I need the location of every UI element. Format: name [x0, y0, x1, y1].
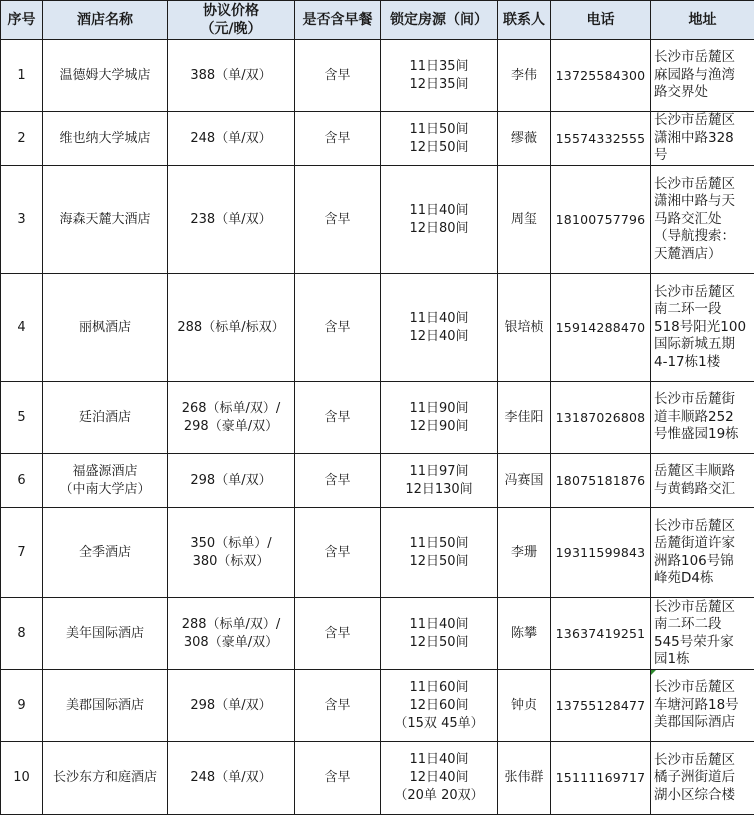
hotel-name-line: 廷泊酒店: [78, 409, 131, 425]
cell-rooms: [381, 508, 498, 598]
hotel-name-line: （中南大学店）: [59, 481, 151, 497]
address-line: 峰苑D4栋: [654, 570, 714, 586]
cell-price: [168, 40, 295, 112]
rooms-line: 11日40间: [409, 202, 469, 218]
header-rooms: 锁定房源（间）: [381, 1, 498, 40]
address-line: 潇湘中路328: [654, 129, 734, 146]
table-row: [1, 166, 754, 274]
address-line: 美郡国际酒店: [654, 714, 735, 731]
cell-contact: 银培桢: [498, 274, 551, 382]
address-line: 长沙市岳麓区: [654, 751, 735, 768]
cell-contact: 冯赛国: [498, 454, 551, 508]
cell-rooms: [381, 40, 498, 112]
table-row: [1, 454, 754, 508]
cell-price: [168, 382, 295, 454]
rooms-line: 11日40间: [409, 752, 469, 767]
table-row: [1, 382, 754, 454]
rooms-line: 11日60间: [409, 679, 469, 695]
rooms-line: 11日90间: [409, 400, 469, 416]
table-row: [1, 274, 754, 382]
price-line: 288（标单/标双）: [177, 319, 285, 335]
cell-address: [651, 166, 754, 274]
cell-hotel-name: [43, 166, 168, 274]
header-price-line1: 协议价格: [203, 3, 259, 19]
cell-price: [168, 598, 295, 670]
address-line: 4-17栋1楼: [654, 353, 721, 370]
address-line: 长沙市岳麓区: [654, 598, 735, 615]
comment-marker-icon: [651, 670, 656, 675]
cell-hotel-name: [43, 670, 168, 742]
price-line: 388（单/双）: [190, 67, 272, 83]
cell-contact: 李珊: [498, 508, 551, 598]
cell-phone: 18100757796: [551, 166, 651, 274]
price-line: 248（单/双）: [190, 130, 272, 146]
cell-contact: 张伟群: [498, 742, 551, 815]
hotel-name-line: 维也纳大学城店: [59, 130, 151, 146]
rooms-line: 12日50间: [409, 634, 469, 650]
cell-phone: 15574332555: [551, 112, 651, 166]
cell-hotel-name: [43, 598, 168, 670]
cell-index: 8: [1, 598, 43, 670]
cell-hotel-name: [43, 112, 168, 166]
rooms-line: 11日97间: [409, 463, 469, 479]
cell-index: 3: [1, 166, 43, 274]
rooms-line: （15双 45单）: [394, 715, 484, 731]
address-line: 道丰顺路252: [654, 408, 734, 425]
cell-rooms: [381, 274, 498, 382]
cell-price: [168, 454, 295, 508]
cell-breakfast: 含早: [295, 112, 381, 166]
cell-rooms: [381, 670, 498, 742]
cell-phone: 15914288470: [551, 274, 651, 382]
cell-index: 5: [1, 382, 43, 454]
cell-rooms: [381, 166, 498, 274]
rooms-line: 11日35间: [409, 58, 469, 74]
cell-hotel-name: [43, 742, 168, 815]
cell-breakfast: 含早: [295, 742, 381, 815]
address-line: 路交界处: [654, 84, 708, 101]
rooms-line: 11日40间: [409, 616, 469, 632]
rooms-line: 12日80间: [409, 220, 469, 236]
cell-price: [168, 112, 295, 166]
header-hotel-name: 酒店名称: [43, 1, 168, 40]
rooms-line: 12日130间: [405, 481, 473, 497]
address-line: 南二环二段: [654, 616, 722, 632]
cell-contact: 陈攀: [498, 598, 551, 670]
rooms-line: 12日50间: [409, 553, 469, 569]
cell-rooms: [381, 112, 498, 166]
cell-rooms: [381, 382, 498, 454]
cell-breakfast: 含早: [295, 508, 381, 598]
cell-index: 6: [1, 454, 43, 508]
table-row: [1, 508, 754, 598]
cell-phone: 19311599843: [551, 508, 651, 598]
price-line: 298（单/双）: [190, 697, 272, 713]
rooms-line: 12日35间: [409, 76, 469, 92]
address-line: 545号荣升家: [654, 633, 734, 650]
cell-index: 7: [1, 508, 43, 598]
cell-address: [651, 454, 754, 508]
address-line: 洲路106号锦: [654, 552, 734, 569]
address-line: 长沙市岳麓区: [654, 49, 735, 66]
cell-address: [651, 382, 754, 454]
address-line: 国际新城五期: [654, 336, 735, 353]
cell-hotel-name: [43, 40, 168, 112]
table-row: [1, 112, 754, 166]
address-line: 岳麓区丰顺路: [654, 463, 735, 479]
table-row: [1, 598, 754, 670]
cell-contact: 李伟: [498, 40, 551, 112]
address-line: 长沙市岳麓区: [654, 283, 735, 300]
address-line: 长沙市岳麓区: [654, 112, 735, 129]
cell-index: 9: [1, 670, 43, 742]
cell-address: [651, 670, 754, 742]
cell-breakfast: 含早: [295, 166, 381, 274]
address-line: 长沙市岳麓区: [654, 679, 735, 696]
header-row: [1, 1, 754, 40]
cell-rooms: [381, 454, 498, 508]
cell-index: 10: [1, 742, 43, 815]
cell-contact: 钟贞: [498, 670, 551, 742]
address-line: （导航搜索：: [654, 228, 735, 245]
cell-hotel-name: [43, 274, 168, 382]
address-line: 长沙市岳麓街: [654, 391, 735, 408]
address-line: 车塘河路18号: [654, 696, 739, 713]
address-line: 长沙市岳麓区: [654, 517, 735, 534]
address-line: 与黄鹤路交汇: [654, 480, 735, 497]
address-line: 长沙市岳麓区: [654, 175, 735, 192]
address-line: 518号阳光100: [654, 318, 747, 335]
cell-breakfast: 含早: [295, 382, 381, 454]
rooms-line: 12日40间: [409, 770, 469, 785]
rooms-line: 12日60间: [409, 697, 469, 713]
cell-contact: 李佳阳: [498, 382, 551, 454]
cell-breakfast: 含早: [295, 40, 381, 112]
table-row: [1, 742, 754, 815]
cell-rooms: [381, 598, 498, 670]
header-breakfast: 是否含早餐: [295, 1, 381, 40]
cell-address: [651, 742, 754, 815]
cell-address: [651, 40, 754, 112]
address-line: 橘子洲街道后: [654, 769, 735, 786]
hotel-name-line: 长沙东方和庭酒店: [52, 770, 157, 785]
cell-price: [168, 166, 295, 274]
table-row: [1, 40, 754, 112]
cell-breakfast: 含早: [295, 598, 381, 670]
table-row: [1, 670, 754, 742]
cell-address: [651, 112, 754, 166]
cell-phone: 13755128477: [551, 670, 651, 742]
address-line: 马路交汇处: [654, 210, 722, 227]
header-contact: 联系人: [498, 1, 551, 40]
header-index: 序号: [1, 1, 43, 40]
address-line: 麻园路与渔湾: [654, 66, 735, 83]
price-line: 298（单/双）: [190, 472, 272, 488]
cell-rooms: [381, 742, 498, 815]
cell-phone: 15111169717: [551, 742, 651, 815]
cell-address: [651, 598, 754, 670]
header-phone: 电话: [551, 1, 651, 40]
cell-address: [651, 274, 754, 382]
rooms-line: 11日50间: [409, 121, 469, 137]
hotel-name-line: 丽枫酒店: [78, 319, 131, 335]
cell-phone: 13637419251: [551, 598, 651, 670]
cell-breakfast: 含早: [295, 454, 381, 508]
cell-price: [168, 508, 295, 598]
hotel-name-line: 美郡国际酒店: [65, 697, 144, 713]
hotel-name-line: 美年国际酒店: [65, 625, 144, 641]
header-price-line2: （元/晚）: [200, 21, 262, 37]
cell-phone: 18075181876: [551, 454, 651, 508]
cell-breakfast: 含早: [295, 670, 381, 742]
cell-price: [168, 670, 295, 742]
price-line: 308（豪单/双）: [183, 634, 279, 650]
cell-hotel-name: [43, 454, 168, 508]
header-address: 地址: [651, 1, 754, 40]
cell-price: [168, 274, 295, 382]
price-line: 238（单/双）: [190, 211, 272, 227]
cell-index: 4: [1, 274, 43, 382]
cell-contact: 周玺: [498, 166, 551, 274]
cell-hotel-name: [43, 382, 168, 454]
address-line: 湖小区综合楼: [654, 786, 735, 803]
address-line: 号惟盛园19栋: [654, 426, 739, 443]
rooms-line: 12日40间: [409, 328, 469, 344]
address-line: 园1栋: [654, 651, 690, 667]
address-line: 南二环一段: [654, 301, 722, 318]
cell-price: [168, 742, 295, 815]
cell-breakfast: 含早: [295, 274, 381, 382]
price-line: 380（标双）: [192, 553, 270, 569]
header-price: [168, 1, 295, 40]
cell-contact: 缪薇: [498, 112, 551, 166]
address-line: 号: [654, 147, 668, 164]
price-line: 298（豪单/双）: [183, 418, 279, 434]
cell-phone: 13187026808: [551, 382, 651, 454]
hotel-name-line: 福盛源酒店: [72, 463, 138, 479]
hotel-name-line: 全季酒店: [78, 544, 131, 560]
price-line: 268（标单/双）/: [181, 400, 281, 416]
address-line: 岳麓街道许家: [654, 535, 735, 551]
address-line: 潇湘中路与天: [654, 193, 735, 210]
cell-index: 2: [1, 112, 43, 166]
price-line: 350（标单）/: [190, 535, 272, 551]
rooms-line: （20单 20双）: [394, 788, 484, 803]
address-line: 天麓酒店）: [654, 245, 722, 262]
rooms-line: 12日90间: [409, 418, 469, 434]
price-line: 288（标单/双）/: [181, 616, 281, 632]
rooms-line: 12日50间: [409, 139, 469, 155]
rooms-line: 11日40间: [409, 310, 469, 326]
cell-address: [651, 508, 754, 598]
price-line: 248（单/双）: [190, 770, 272, 785]
cell-index: 1: [1, 40, 43, 112]
hotel-name-line: 温德姆大学城店: [59, 67, 151, 83]
rooms-line: 11日50间: [409, 535, 469, 551]
cell-hotel-name: [43, 508, 168, 598]
hotel-name-line: 海森天麓大酒店: [59, 211, 151, 227]
cell-phone: 13725584300: [551, 40, 651, 112]
